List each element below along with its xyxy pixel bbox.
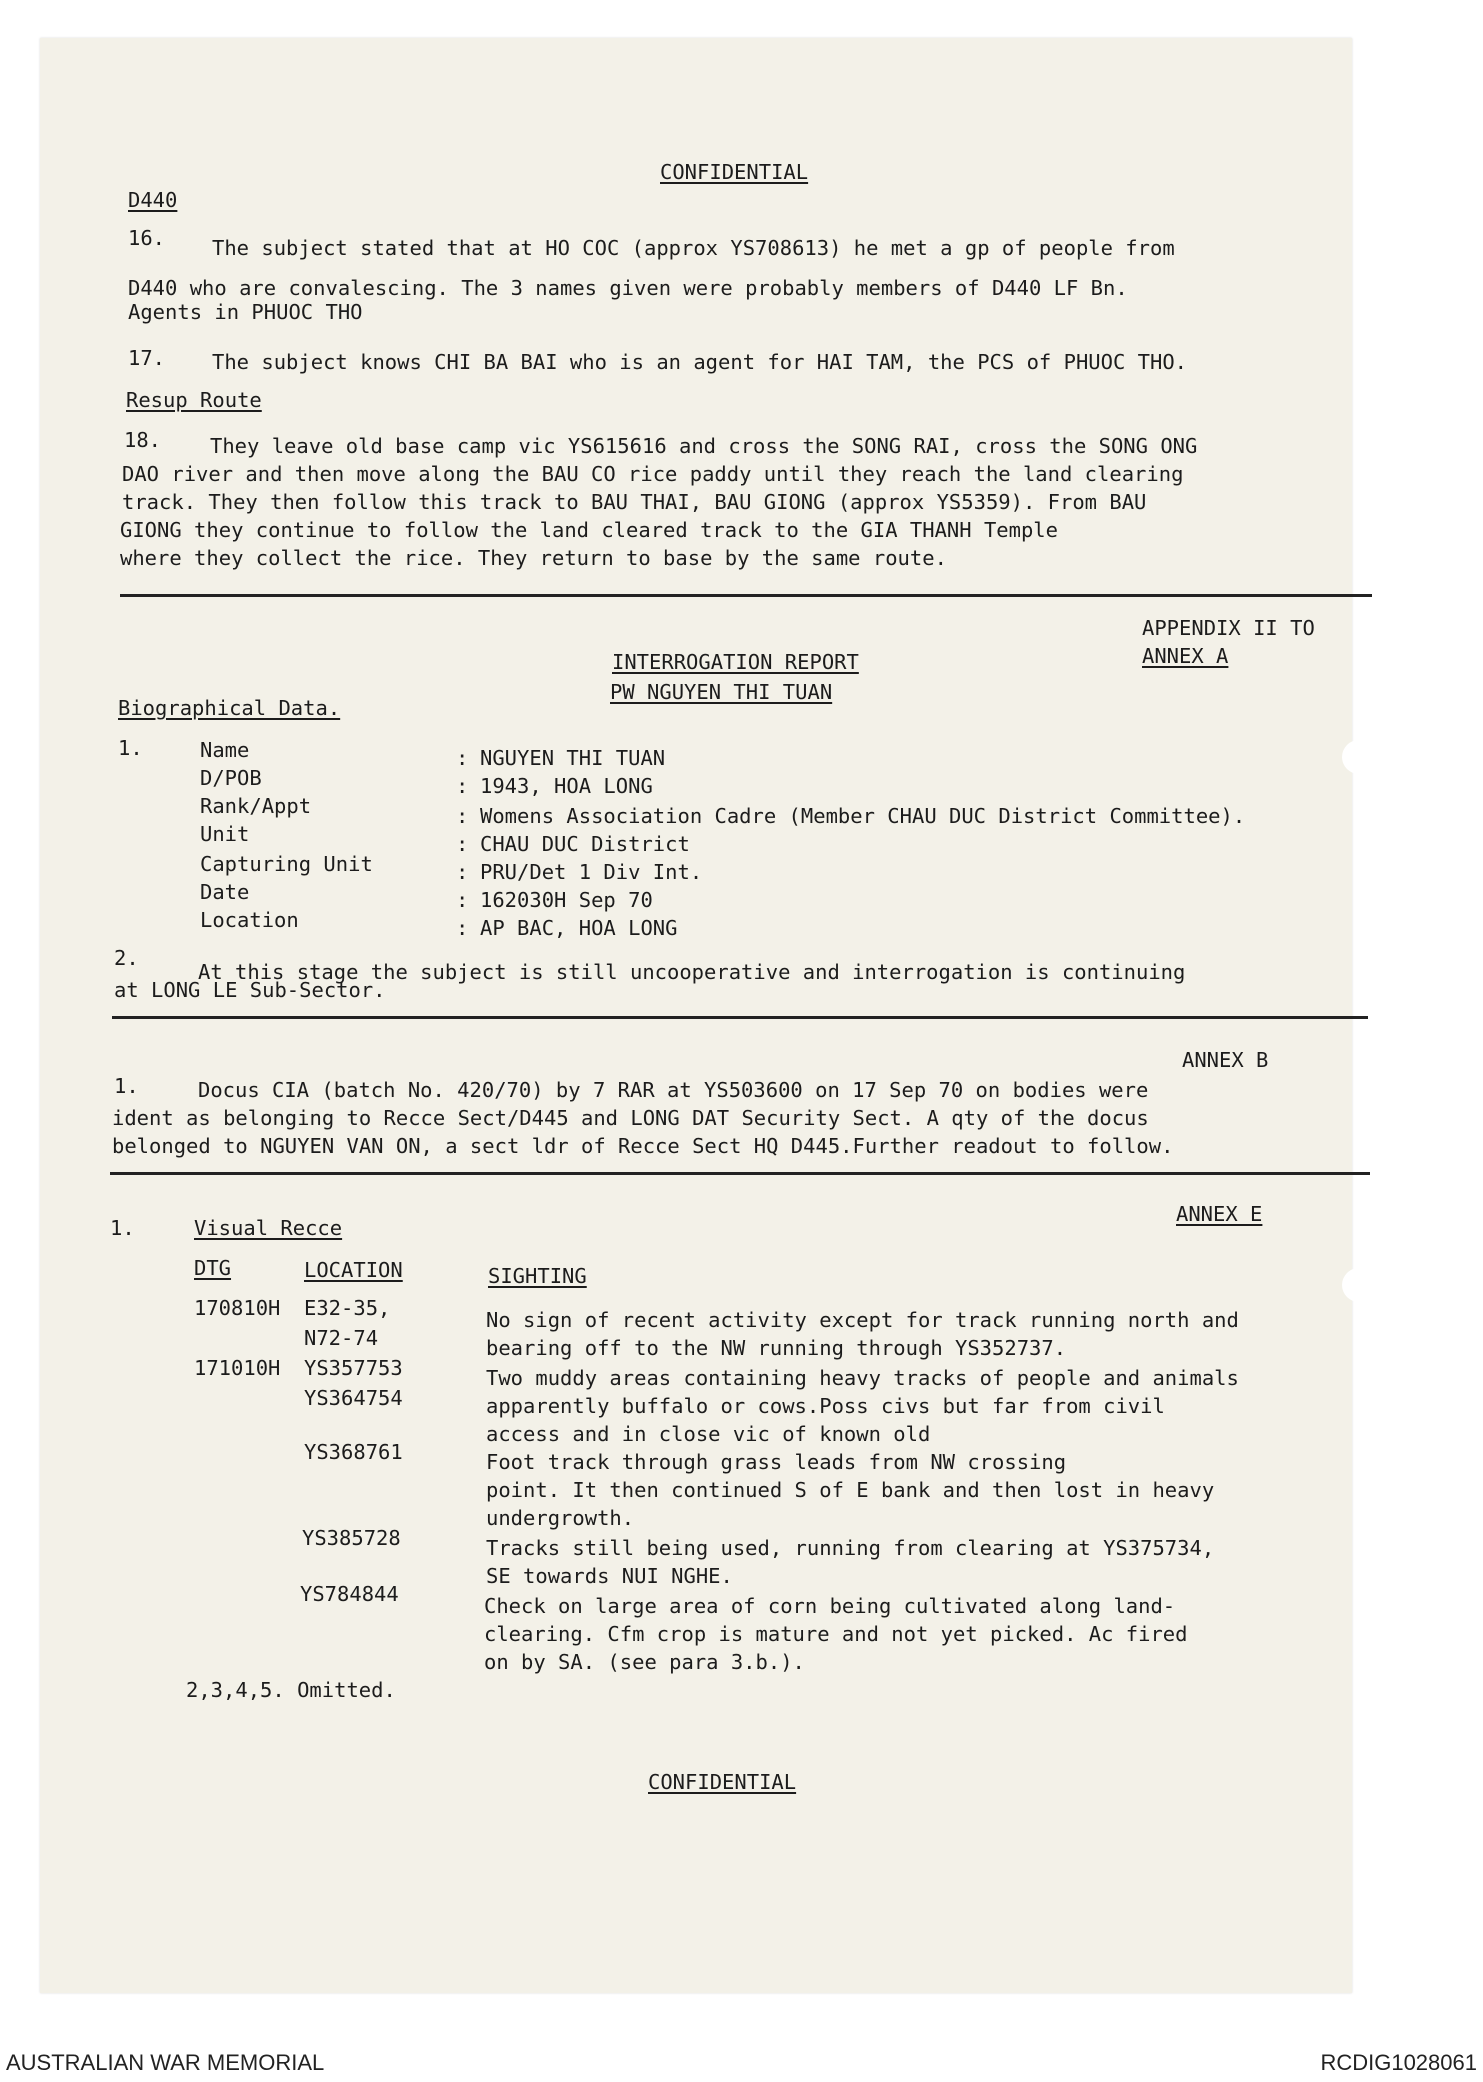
field-label: Name <box>200 738 250 762</box>
field-colon: : <box>456 860 469 884</box>
table-cell-dtg: 171010H <box>194 1356 281 1380</box>
table-cell-sighting: apparently buffalo or cows.Poss civs but far from civil <box>486 1394 1165 1418</box>
section-heading-resup: Resup Route <box>126 388 262 412</box>
annex-b-line: ident as belonging to Recce Sect/D445 and LONG DAT Security Sect. A qty of the docus <box>112 1106 1149 1130</box>
footer-reference: RCDIG1028061 <box>1320 2050 1477 2075</box>
annex-e-item-number: 1. <box>110 1216 135 1240</box>
annex-label: ANNEX A <box>1142 644 1229 668</box>
table-cell-sighting: SE towards NUI NGHE. <box>486 1564 733 1588</box>
appendix-label: APPENDIX II TO <box>1142 616 1315 640</box>
annex-b-line: Docus CIA (batch No. 420/70) by 7 RAR at YS503600 on 17 Sep 70 on bodies were <box>198 1078 1149 1102</box>
table-cell-sighting: Foot track through grass leads from NW crossing <box>486 1450 1067 1474</box>
table-cell-sighting: Two muddy areas containing heavy tracks of people and animals <box>486 1366 1239 1390</box>
table-cell-location: YS364754 <box>304 1386 403 1410</box>
para-17-line: The subject knows CHI BA BAI who is an agent for HAI TAM, the PCS of PHUOC THO. <box>212 350 1188 374</box>
annex-b-para-number: 1. <box>114 1074 139 1098</box>
table-cell-sighting: point. It then continued S of E bank and then lost in heavy <box>486 1478 1215 1502</box>
field-value: Womens Association Cadre (Member CHAU DUC District Committee). <box>480 804 1246 828</box>
para-16-line: D440 who are convalescing. The 3 names given were probably members of D440 LF Bn. <box>128 276 1128 300</box>
report-title: INTERROGATION REPORT <box>612 650 859 674</box>
field-colon: : <box>456 774 469 798</box>
para-18-line: GIONG they continue to follow the land cleared track to the GIA THANH Temple <box>120 518 1058 542</box>
field-value: 1943, HOA LONG <box>480 774 653 798</box>
field-colon: : <box>456 746 469 770</box>
column-header-location: LOCATION <box>304 1258 403 1282</box>
annex-e-heading: ANNEX E <box>1176 1202 1263 1226</box>
table-cell-location: E32-35, <box>304 1296 391 1320</box>
section-divider <box>112 1016 1368 1019</box>
field-value: NGUYEN THI TUAN <box>480 746 666 770</box>
field-label: Capturing Unit <box>200 852 373 876</box>
field-label: Location <box>200 908 299 932</box>
section-heading-d440: D440 <box>128 188 178 212</box>
table-cell-sighting: clearing. Cfm crop is mature and not yet picked. Ac fired <box>484 1622 1188 1646</box>
column-header-sighting: SIGHTING <box>488 1264 587 1288</box>
para-18-line: where they collect the rice. They return to base by the same route. <box>120 546 947 570</box>
punch-hole <box>1342 1268 1376 1302</box>
table-cell-location: YS385728 <box>302 1526 401 1550</box>
para-18-number: 18. <box>124 428 162 452</box>
field-value: 162030H Sep 70 <box>480 888 653 912</box>
table-cell-sighting: Check on large area of corn being cultivated along land- <box>484 1594 1176 1618</box>
classification-top: CONFIDENTIAL <box>660 160 809 184</box>
table-cell-sighting: on by SA. (see para 3.b.). <box>484 1650 805 1674</box>
para-18-line: DAO river and then move along the BAU CO rice paddy until they reach the land clearing <box>122 462 1184 486</box>
field-colon: : <box>456 888 469 912</box>
bio-heading: Biographical Data. <box>118 696 341 720</box>
field-label: Unit <box>200 822 250 846</box>
classification-bottom: CONFIDENTIAL <box>648 1770 797 1794</box>
table-cell-location: N72-74 <box>304 1326 379 1350</box>
footer-source: AUSTRALIAN WAR MEMORIAL <box>6 2050 325 2075</box>
field-label: Date <box>200 880 250 904</box>
table-cell-location: YS368761 <box>304 1440 403 1464</box>
table-cell-dtg: 170810H <box>194 1296 281 1320</box>
omitted-note: 2,3,4,5. Omitted. <box>186 1678 396 1702</box>
para-2-number: 2. <box>114 946 139 970</box>
field-value: AP BAC, HOA LONG <box>480 916 678 940</box>
field-value: CHAU DUC District <box>480 832 690 856</box>
para-16-line: The subject stated that at HO COC (approx YS708613) he met a gp of people from <box>212 236 1175 260</box>
section-divider <box>110 1172 1370 1175</box>
table-cell-sighting: Tracks still being used, running from clearing at YS375734, <box>486 1536 1215 1560</box>
table-cell-sighting: access and in close vic of known old <box>486 1422 931 1446</box>
field-colon: : <box>456 916 469 940</box>
report-subtitle: PW NGUYEN THI TUAN <box>610 680 833 704</box>
para-18-line: They leave old base camp vic YS615616 and cross the SONG RAI, cross the SONG ONG <box>210 434 1198 458</box>
table-cell-location: YS357753 <box>304 1356 403 1380</box>
bio-item-number: 1. <box>118 736 143 760</box>
field-colon: : <box>456 804 469 828</box>
para-16-number: 16. <box>128 226 166 250</box>
section-divider <box>120 594 1372 597</box>
para-18-line: track. They then follow this track to BAU THAI, BAU GIONG (approx YS5359). From BAU <box>122 490 1147 514</box>
field-label: D/POB <box>200 766 262 790</box>
field-label: Rank/Appt <box>200 794 312 818</box>
column-header-dtg: DTG <box>194 1256 232 1280</box>
para-2-line: at LONG LE Sub-Sector. <box>114 978 386 1002</box>
annex-b-line: belonged to NGUYEN VAN ON, a sect ldr of Recce Sect HQ D445.Further readout to follow. <box>112 1134 1174 1158</box>
para-2-line: At this stage the subject is still uncooperative and interrogation is continuing <box>198 960 1186 984</box>
visual-recce-title: Visual Recce <box>194 1216 343 1240</box>
section-heading-agents: Agents in PHUOC THO <box>128 300 363 324</box>
table-cell-sighting: undergrowth. <box>486 1506 635 1530</box>
table-cell-sighting: bearing off to the NW running through YS352737. <box>486 1336 1067 1360</box>
table-cell-location: YS784844 <box>300 1582 399 1606</box>
punch-hole <box>1342 740 1376 774</box>
table-cell-sighting: No sign of recent activity except for track running north and <box>486 1308 1239 1332</box>
field-colon: : <box>456 832 469 856</box>
annex-b-heading: ANNEX B <box>1182 1048 1269 1072</box>
field-value: PRU/Det 1 Div Int. <box>480 860 703 884</box>
para-17-number: 17. <box>128 346 166 370</box>
